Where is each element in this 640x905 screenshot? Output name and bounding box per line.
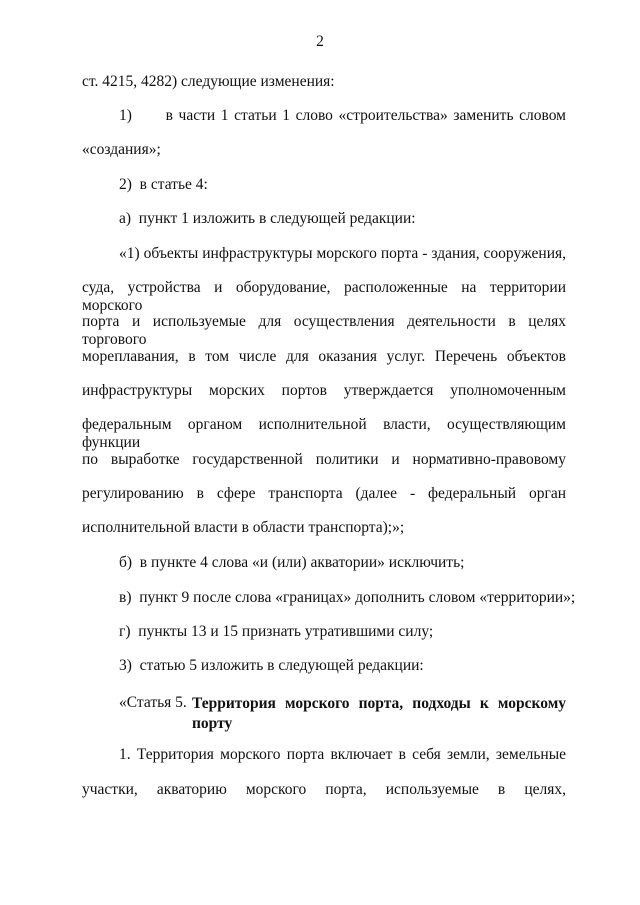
text-line: порта и используемые для осуществления деятельности в целях торгового xyxy=(82,313,566,348)
text-line: 3) статью 5 изложить в следующей редакции: xyxy=(119,657,424,674)
text-line: ст. 4215, 4282) следующие изменения: xyxy=(82,73,335,90)
text-line: федеральным органом исполнительной власти, осуществляющим функции xyxy=(82,416,566,451)
text-line: 1. Территория морского порта включает в себя земли, земельные xyxy=(119,746,566,763)
text-line: «создания»; xyxy=(82,141,161,158)
text-line: регулированию в сфере транспорта (далее - федеральный орган xyxy=(82,485,566,502)
text-line: инфраструктуры морских портов утверждается уполномоченным xyxy=(82,382,566,399)
article-title-line: порту xyxy=(192,715,233,732)
text-line: мореплавания, в том числе для оказания услуг. Перечень объектов xyxy=(82,348,566,365)
text-line: исполнительной власти в области транспорта);»; xyxy=(82,519,405,536)
text-line: «1) объекты инфраструктуры морского порта - здания, сооружения, xyxy=(119,245,566,262)
page-number: 2 xyxy=(316,33,324,50)
text-line: б) в пункте 4 слова «и (или) акватории» исключить; xyxy=(119,554,465,571)
text-line: 1) в части 1 статьи 1 слово «строительства» заменить словом xyxy=(119,107,566,124)
article-label: «Статья 5. xyxy=(119,694,187,711)
text-line: участки, акваторию морского порта, используемые в целях, xyxy=(82,781,566,798)
text-line: г) пункты 13 и 15 признать утратившими силу; xyxy=(119,623,434,640)
text-line: а) пункт 1 изложить в следующей редакции: xyxy=(119,210,416,227)
article-title xyxy=(192,694,566,734)
text-line: суда, устройства и оборудование, расположенные на территории морского xyxy=(82,279,566,314)
text-line: 2) в статье 4: xyxy=(119,176,208,193)
text-line: по выработке государственной политики и нормативно-правовому xyxy=(82,451,566,468)
text-line: в) пункт 9 после слова «границах» дополнить словом «территории»; xyxy=(119,589,576,606)
article-title-line: Территория морского порта, подходы к морскому xyxy=(192,695,566,712)
